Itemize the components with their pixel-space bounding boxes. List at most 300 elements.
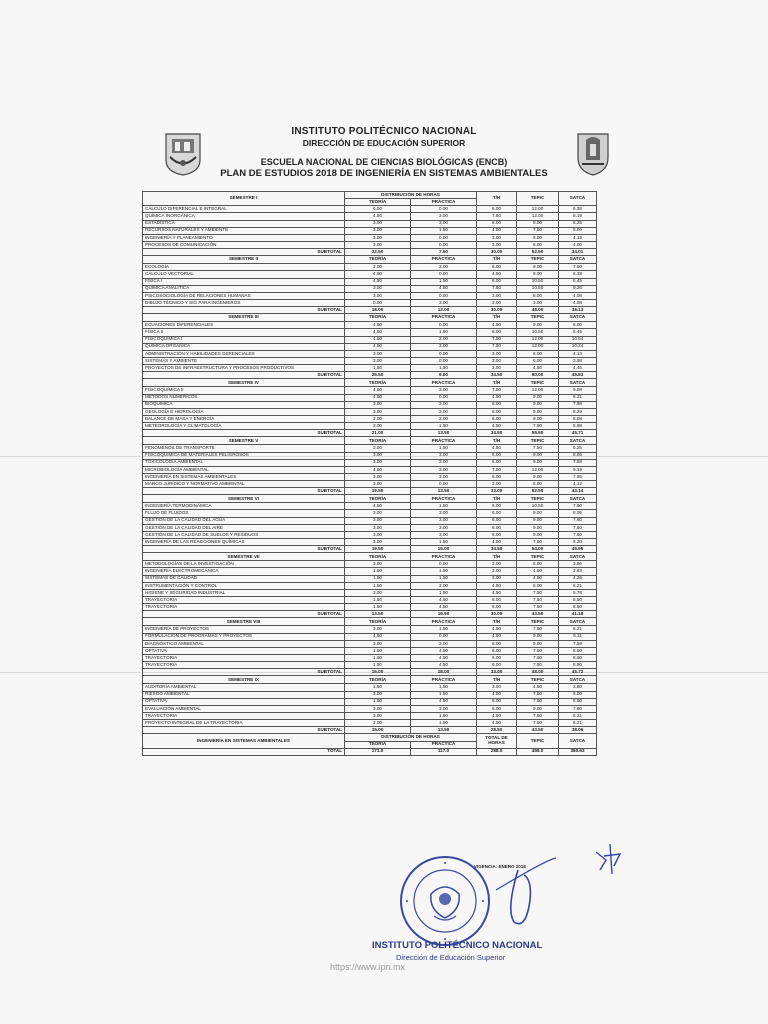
- satca-credits: 8.50: [559, 655, 597, 662]
- tepic-credits: 9.00: [517, 271, 559, 278]
- theory-hours: 3.00: [345, 517, 411, 524]
- course-row: [143, 517, 597, 524]
- signature-icon: [486, 830, 626, 940]
- satca-credits: 4.12: [559, 481, 597, 488]
- total-hours: 6.00: [477, 459, 517, 466]
- column-header: TEPIC: [517, 618, 559, 626]
- total-hours: 4.50: [477, 713, 517, 720]
- total-hours: 6.00: [477, 517, 517, 524]
- course-row: [143, 466, 597, 473]
- course-row: [143, 220, 597, 227]
- theory-hours: 4.50: [345, 343, 411, 350]
- total-hours: 6.00: [477, 452, 517, 459]
- course-name: ECUACIONES DIFERENCIALES: [143, 322, 345, 329]
- practice-hours: 4.50: [411, 285, 477, 292]
- satca-credits: 10.24: [559, 343, 597, 350]
- practice-hours: 1.50: [411, 365, 477, 372]
- theory-hours: 4.50: [345, 213, 411, 220]
- subtotal-practice: 7.50: [411, 249, 477, 256]
- tepic-credits: 7.50: [517, 539, 559, 546]
- semester-title: SEMESTRE V: [143, 437, 345, 445]
- course-row: [143, 539, 597, 546]
- subtotal-theory: 21.00: [345, 430, 411, 437]
- total-hours: 6.00: [477, 531, 517, 538]
- practice-hours: 3.00: [411, 264, 477, 271]
- satca-credits: 4.26: [559, 575, 597, 582]
- column-header: SATCA: [559, 379, 597, 387]
- subtotal-label: SUBTOTAL: [143, 372, 345, 379]
- course-name: TRAYECTORIA: [143, 713, 345, 720]
- subtotal-theory: 19.50: [345, 546, 411, 553]
- satca-credits: 8.50: [559, 597, 597, 604]
- plan-title: PLAN DE ESTUDIOS 2018 DE INGENIERÍA EN SISTEMAS AMBIENTALES: [220, 168, 548, 179]
- course-row: [143, 264, 597, 271]
- subtotal-tepic: 54.00: [517, 546, 559, 553]
- satca-credits: 6.20: [559, 539, 597, 546]
- practice-hours: 1.50: [411, 503, 477, 510]
- course-name: GEOLOGÍA E HIDROLOGÍA: [143, 408, 345, 415]
- satca-credits: 3.80: [559, 684, 597, 691]
- course-name: PROYECTOS DE INFRAESTRUCTURA Y PROCESOS PRODUCTIVOS: [143, 365, 345, 372]
- tepic-credits: 3.00: [517, 299, 559, 306]
- tepic-credits: 9.00: [517, 640, 559, 647]
- tepic-credits: 6.00: [517, 561, 559, 568]
- subtotal-satca: 34.01: [559, 249, 597, 256]
- subtotal-row: [143, 372, 597, 379]
- tepic-header: TEPIC: [517, 192, 559, 206]
- course-row: [143, 206, 597, 213]
- tepic-credits: 9.00: [517, 517, 559, 524]
- satca-credits: 6.21: [559, 582, 597, 589]
- tepic-credits: 7.50: [517, 423, 559, 430]
- course-row: [143, 394, 597, 401]
- satca-credits: 9.08: [559, 387, 597, 394]
- course-name: OPTATIVA: [143, 647, 345, 654]
- course-name: INGENIERÍA DE PROYECTOS: [143, 626, 345, 633]
- course-name: INGENIERÍA DE LAS REACCIONES QUÍMICAS: [143, 539, 345, 546]
- subtotal-label: SUBTOTAL: [143, 430, 345, 437]
- total-hours: 3.00: [477, 234, 517, 241]
- tepic-credits: 10.50: [517, 503, 559, 510]
- satca-credits: 6.45: [559, 329, 597, 336]
- theory-hours: 3.00: [345, 423, 411, 430]
- total-hours: 6.00: [477, 604, 517, 611]
- total-hours: 7.50: [477, 343, 517, 350]
- course-name: MÉTODOS NUMÉRICOS: [143, 394, 345, 401]
- course-row: [143, 459, 597, 466]
- tepic-credits: 9.00: [517, 524, 559, 531]
- total-hours: 4.50: [477, 539, 517, 546]
- theory-hours: 4.50: [345, 466, 411, 473]
- semester-header-row: [143, 437, 597, 445]
- column-header: SATCA: [559, 618, 597, 626]
- column-header: TEPIC: [517, 495, 559, 503]
- course-row: [143, 604, 597, 611]
- subtotal-hours: 33.00: [477, 669, 517, 676]
- course-name: TRAYECTORIA: [143, 662, 345, 669]
- practice-hours: 3.00: [411, 213, 477, 220]
- column-header: TEORÍA: [345, 495, 411, 503]
- total-hours: 6.00: [477, 473, 517, 480]
- subtotal-row: [143, 307, 597, 314]
- theory-hours: 3.00: [345, 713, 411, 720]
- practice-hours: 4.50: [411, 662, 477, 669]
- satca-credits: 7.58: [559, 459, 597, 466]
- practice-hours: 3.00: [411, 640, 477, 647]
- table-header-row: [143, 192, 597, 199]
- subtotal-theory: 19.50: [345, 488, 411, 495]
- satca-credits: 9.19: [559, 466, 597, 473]
- course-row: [143, 568, 597, 575]
- total-hours: 6.00: [477, 220, 517, 227]
- practice-hours: 3.00: [411, 524, 477, 531]
- satca-credits: 4.08: [559, 292, 597, 299]
- subtotal-label: SUBTOTAL: [143, 611, 345, 618]
- theory-hours: 0.00: [345, 299, 411, 306]
- tepic-credits: 10.50: [517, 285, 559, 292]
- course-name: FISICOQUÍMICA I: [143, 336, 345, 343]
- course-row: [143, 234, 597, 241]
- tepic-credits: 4.50: [517, 684, 559, 691]
- course-row: [143, 691, 597, 698]
- tepic-credits: 9.00: [517, 394, 559, 401]
- tepic-credits: 12.00: [517, 213, 559, 220]
- tepic-credits: 7.50: [517, 647, 559, 654]
- total-hours: 3.00: [477, 568, 517, 575]
- course-row: [143, 329, 597, 336]
- subtotal-tepic: 55.50: [517, 430, 559, 437]
- practice-hours: 0.00: [411, 322, 477, 329]
- semester-header-row: [143, 618, 597, 626]
- course-name: ESTADÍSTICA: [143, 220, 345, 227]
- course-row: [143, 350, 597, 357]
- theory-hours: 4.50: [345, 633, 411, 640]
- semester-header-row: [143, 314, 597, 322]
- practice-hours: 0.00: [411, 234, 477, 241]
- course-name: CÁLCULO VECTORIAL: [143, 271, 345, 278]
- total-theory: 171.0: [345, 748, 411, 755]
- course-name: HIGIENE Y SEGURIDAD INDUSTRIAL: [143, 589, 345, 596]
- satca-credits: 7.50: [559, 264, 597, 271]
- practice-hours: 3.00: [411, 466, 477, 473]
- course-row: [143, 662, 597, 669]
- tepic-credits: 12.00: [517, 206, 559, 213]
- subtotal-practice: 16.50: [411, 611, 477, 618]
- practice-hours: 1.50: [411, 568, 477, 575]
- tepic-credits: 7.50: [517, 691, 559, 698]
- total-hours: 4.50: [477, 227, 517, 234]
- tepic-credits: 6.00: [517, 582, 559, 589]
- total-hours: 6.00: [477, 662, 517, 669]
- course-name: TRAYECTORIA: [143, 655, 345, 662]
- practice-hours: 3.00: [411, 452, 477, 459]
- tepic-credits: 9.00: [517, 510, 559, 517]
- version-note: VIGENCIA: ENERO 2018: [474, 864, 526, 869]
- summary-theory-header: TEORÍA: [345, 741, 411, 748]
- practice-hours: 0.00: [411, 481, 477, 488]
- column-header: TEPIC: [517, 437, 559, 445]
- satca-credits: 6.00: [559, 322, 597, 329]
- tepic-credits: 7.50: [517, 589, 559, 596]
- course-name: INGENIERÍA TERMODINÁMICA: [143, 503, 345, 510]
- satca-credits: 8.50: [559, 662, 597, 669]
- satca-credits: 6.31: [559, 394, 597, 401]
- course-name: SISTEMAS Y AMBIENTE: [143, 357, 345, 364]
- course-row: [143, 626, 597, 633]
- satca-credits: 8.19: [559, 213, 597, 220]
- satca-credits: 3.98: [559, 357, 597, 364]
- subtotal-practice: 12.00: [411, 307, 477, 314]
- course-row: [143, 481, 597, 488]
- course-row: [143, 713, 597, 720]
- column-header: TEPIC: [517, 256, 559, 264]
- course-row: [143, 408, 597, 415]
- satca-credits: 6.45: [559, 278, 597, 285]
- career-name: INGENIERÍA EN SISTEMAS AMBIENTALES: [143, 734, 345, 748]
- course-name: FLUJO DE FLUIDOS: [143, 510, 345, 517]
- total-hours: 4.50: [477, 322, 517, 329]
- subtotal-hours: 34.50: [477, 546, 517, 553]
- theory-hours: 1.50: [345, 698, 411, 705]
- column-header: PRÁCTICA: [411, 495, 477, 503]
- course-row: [143, 278, 597, 285]
- subtotal-hours: 30.00: [477, 611, 517, 618]
- total-hours: 4.50: [477, 691, 517, 698]
- tepic-credits: 9.00: [517, 531, 559, 538]
- tepic-credits: 4.50: [517, 365, 559, 372]
- practice-hours: 0.00: [411, 271, 477, 278]
- subtotal-practice: 15.00: [411, 546, 477, 553]
- course-row: [143, 647, 597, 654]
- tepic-credits: 9.00: [517, 408, 559, 415]
- tepic-credits: 9.00: [517, 415, 559, 422]
- column-header: T/H: [477, 495, 517, 503]
- subtotal-row: [143, 611, 597, 618]
- satca-credits: 6.25: [559, 445, 597, 452]
- course-row: [143, 415, 597, 422]
- satca-credits: 3.83: [559, 568, 597, 575]
- satca-credits: 6.21: [559, 713, 597, 720]
- course-row: [143, 561, 597, 568]
- tepic-credits: 9.00: [517, 705, 559, 712]
- course-row: [143, 357, 597, 364]
- total-satca: 380.63: [559, 748, 597, 755]
- subtotal-satca: 43.14: [559, 488, 597, 495]
- practice-header: PRÁCTICA: [411, 199, 477, 206]
- subtotal-satca: 45.83: [559, 372, 597, 379]
- total-hours-line2: HORAS: [488, 740, 505, 746]
- course-row: [143, 597, 597, 604]
- theory-hours: 3.00: [345, 408, 411, 415]
- satca-credits: 8.05: [559, 510, 597, 517]
- semester-header-row: [143, 676, 597, 684]
- course-name: TOXICOLOGÍA AMBIENTAL: [143, 459, 345, 466]
- semester-title: SEMESTRE VII: [143, 553, 345, 561]
- satca-credits: 7.60: [559, 531, 597, 538]
- total-hours: 3.00: [477, 561, 517, 568]
- total-hours: 6.00: [477, 698, 517, 705]
- course-row: [143, 524, 597, 531]
- subtotal-theory: 25.50: [345, 372, 411, 379]
- subtotal-hours: 28.50: [477, 727, 517, 734]
- course-name: DIBUJO TÉCNICO Y SIG PARA INGENIEROS: [143, 299, 345, 306]
- th-header: T/H: [477, 192, 517, 206]
- subtotal-theory: 15.00: [345, 727, 411, 734]
- course-row: [143, 452, 597, 459]
- satca-credits: 7.59: [559, 640, 597, 647]
- column-header: TEORÍA: [345, 618, 411, 626]
- total-label: TOTAL: [143, 748, 345, 755]
- summary-header-row: [143, 734, 597, 741]
- course-row: [143, 401, 597, 408]
- satca-credits: 5.78: [559, 589, 597, 596]
- satca-credits: 7.95: [559, 473, 597, 480]
- course-name: METEOROLOGÍA Y CLIMATOLOGÍA: [143, 423, 345, 430]
- course-row: [143, 655, 597, 662]
- subtotal-row: [143, 727, 597, 734]
- tepic-credits: 7.50: [517, 626, 559, 633]
- subtotal-practice: 13.50: [411, 488, 477, 495]
- subtotal-satca: 45.95: [559, 546, 597, 553]
- course-row: [143, 322, 597, 329]
- practice-hours: 3.00: [411, 408, 477, 415]
- course-row: [143, 336, 597, 343]
- total-hours: 4.50: [477, 445, 517, 452]
- practice-hours: 4.50: [411, 655, 477, 662]
- total-hours: 4.50: [477, 633, 517, 640]
- course-name: INGENIERÍA EN SISTEMAS AMBIENTALES: [143, 473, 345, 480]
- tepic-credits: 9.00: [517, 220, 559, 227]
- satca-credits: 4.45: [559, 365, 597, 372]
- subtotal-label: SUBTOTAL: [143, 249, 345, 256]
- course-row: [143, 633, 597, 640]
- total-hours: 7.50: [477, 466, 517, 473]
- tepic-credits: 9.00: [517, 459, 559, 466]
- tepic-credits: 12.00: [517, 466, 559, 473]
- column-header: T/H: [477, 618, 517, 626]
- satca-credits: 7.98: [559, 401, 597, 408]
- course-name: FENÓMENOS DE TRANSPORTE: [143, 445, 345, 452]
- total-hours: 4.50: [477, 626, 517, 633]
- theory-hours: 3.00: [345, 227, 411, 234]
- practice-hours: 3.00: [411, 343, 477, 350]
- practice-hours: 0.00: [411, 357, 477, 364]
- theory-hours: 3.00: [345, 459, 411, 466]
- course-name: TRAYECTORIA: [143, 597, 345, 604]
- course-row: [143, 445, 597, 452]
- practice-hours: 3.00: [411, 336, 477, 343]
- course-row: [143, 510, 597, 517]
- course-name: FORMULACIÓN DE PROGRAMAS Y PROYECTOS: [143, 633, 345, 640]
- total-hours: 4.50: [477, 582, 517, 589]
- course-row: [143, 705, 597, 712]
- course-name: METODOLOGÍAS DE LA INVESTIGACIÓN: [143, 561, 345, 568]
- subtotal-label: SUBTOTAL: [143, 546, 345, 553]
- course-row: [143, 720, 597, 727]
- footer-institution: INSTITUTO POLITÉCNICO NACIONAL: [372, 940, 543, 951]
- theory-hours: 3.00: [345, 626, 411, 633]
- total-hours: 4.50: [477, 589, 517, 596]
- practice-hours: 4.50: [411, 597, 477, 604]
- column-header: SATCA: [559, 314, 597, 322]
- practice-hours: 3.00: [411, 705, 477, 712]
- theory-hours: 3.00: [345, 452, 411, 459]
- course-row: [143, 365, 597, 372]
- practice-hours: 1.50: [411, 684, 477, 691]
- subtotal-tepic: 60.00: [517, 372, 559, 379]
- course-name: FISICOQUÍMICA II: [143, 387, 345, 394]
- subtotal-tepic: 43.50: [517, 611, 559, 618]
- theory-hours: 3.00: [345, 220, 411, 227]
- theory-hours: 3.00: [345, 357, 411, 364]
- column-header: PRÁCTICA: [411, 256, 477, 264]
- course-name: TRAYECTORIA: [143, 604, 345, 611]
- course-row: [143, 640, 597, 647]
- practice-hours: 3.00: [411, 415, 477, 422]
- course-name: PROCESOS DE COMUNICACIÓN: [143, 241, 345, 248]
- course-name: AUDITORÍA AMBIENTAL: [143, 684, 345, 691]
- total-tepic: 459.0: [517, 748, 559, 755]
- total-row: [143, 748, 597, 755]
- tepic-credits: 9.00: [517, 322, 559, 329]
- total-hours: 6.00: [477, 510, 517, 517]
- tepic-credits: 9.00: [517, 452, 559, 459]
- course-row: [143, 227, 597, 234]
- practice-hours: 4.50: [411, 698, 477, 705]
- total-hours: 3.00: [477, 241, 517, 248]
- theory-hours: 3.00: [345, 524, 411, 531]
- course-name: GESTIÓN DE LA CALIDAD DE SUELOS Y RESIDUOS: [143, 531, 345, 538]
- theory-hours: 3.00: [345, 640, 411, 647]
- column-header: SATCA: [559, 553, 597, 561]
- subtotal-hours: 34.50: [477, 430, 517, 437]
- summary-satca-header: SATCA: [559, 734, 597, 748]
- satca-credits: 8.50: [559, 647, 597, 654]
- subtotal-satca: 45.72: [559, 669, 597, 676]
- total-hours: 7.50: [477, 213, 517, 220]
- course-name: FÍSICA II: [143, 329, 345, 336]
- course-name: BALANCE DE MASA Y ENERGÍA: [143, 415, 345, 422]
- practice-hours: 3.00: [411, 531, 477, 538]
- course-row: [143, 387, 597, 394]
- course-name: QUÍMICA INORGÁNICA: [143, 213, 345, 220]
- tepic-credits: 7.50: [517, 604, 559, 611]
- total-hours: 7.50: [477, 387, 517, 394]
- total-hours: 6.00: [477, 415, 517, 422]
- satca-credits: 3.96: [559, 561, 597, 568]
- practice-hours: 3.00: [411, 299, 477, 306]
- satca-credits: 7.90: [559, 503, 597, 510]
- semester-header-row: [143, 379, 597, 387]
- course-row: [143, 684, 597, 691]
- subtotal-label: SUBTOTAL: [143, 669, 345, 676]
- practice-hours: 4.50: [411, 604, 477, 611]
- course-name: GESTIÓN DE LA CALIDAD DEL AIRE: [143, 524, 345, 531]
- satca-credits: 8.05: [559, 452, 597, 459]
- subtotal-theory: 15.00: [345, 669, 411, 676]
- satca-credits: 8.50: [559, 604, 597, 611]
- practice-hours: 3.00: [411, 220, 477, 227]
- satca-credits: 6.38: [559, 271, 597, 278]
- semester-title: SEMESTRE IX: [143, 676, 345, 684]
- semester-title: SEMESTRE II: [143, 256, 345, 264]
- practice-hours: 1.50: [411, 713, 477, 720]
- total-hours: 7.50: [477, 285, 517, 292]
- subtotal-theory: 22.50: [345, 249, 411, 256]
- summary-tepic-header: TEPIC: [517, 734, 559, 748]
- subtotal-tepic: 43.50: [517, 727, 559, 734]
- total-hours: 6.00: [477, 503, 517, 510]
